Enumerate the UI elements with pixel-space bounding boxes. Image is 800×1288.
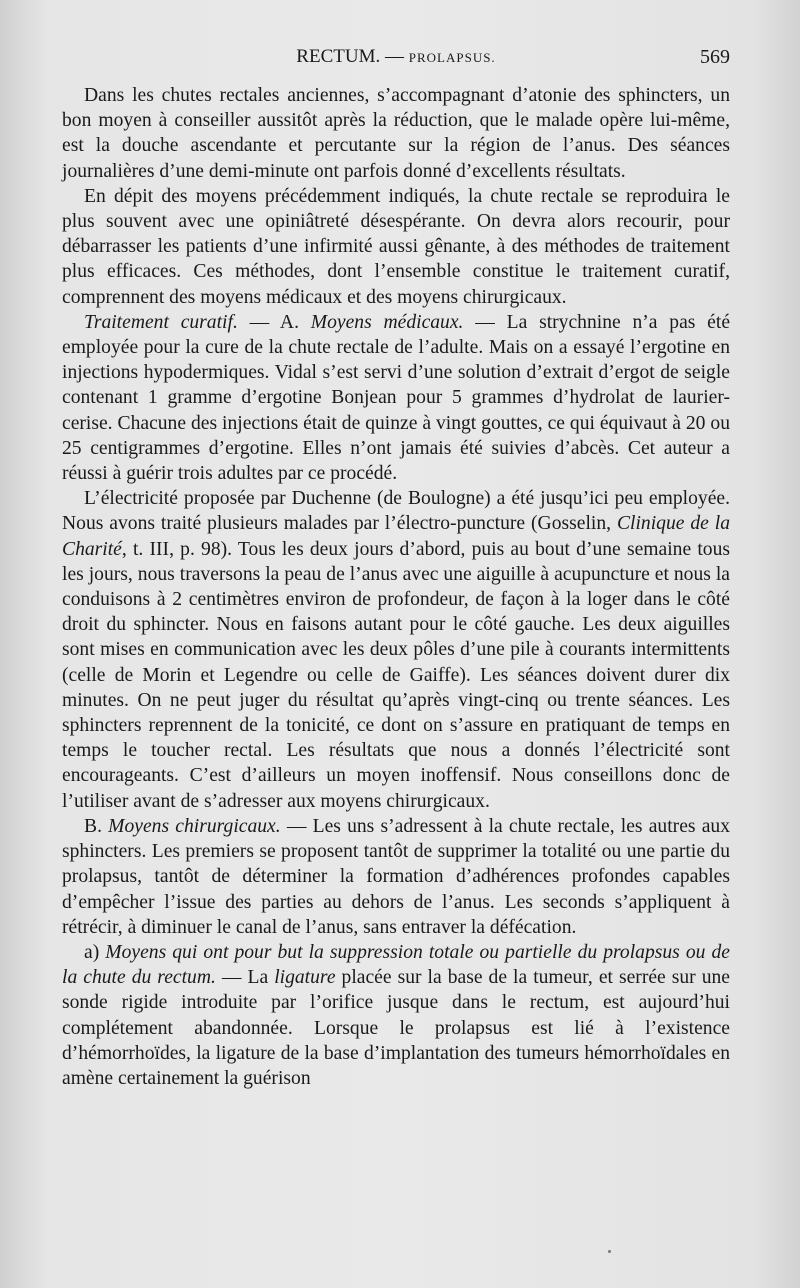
running-title xyxy=(62,46,730,68)
paragraph-2-text: En dépit des moyens précédemment indiqués, la chute rectale se reproduira le plus souvent avec une opiniâtreté désespérante. On devra alors recourir, pour débarrasser les patients d’une infirmité aussi gênante, à des méthodes de traitement plus efficaces. Ces méthodes, dont l’ensemble constitue le traitement curatif, comprennent des moyens médicaux et des moyens chirurgicaux. xyxy=(62,185,730,308)
running-header xyxy=(62,46,730,72)
paragraph-3-text: — La strychnine n’a pas été employée pour la cure de la chute rectale de l’adulte. Mais on a essayé l’ergotine en injections hypodermiques. Vidal s’est servi d’une solution d’extrait d’ergot de seigle contenant 1 gramme d’ergotine Bonjean pour 5 grammes d’hydrolat de laurier-cerise. Chacune des injections était de quinze à vingt gouttes, ce qui équivaut à 20 ou 25 centigrammes d’ergotine. Elles n’ont jamais été suivies d’abcès. Cet auteur a réussi à guérir trois adultes par ce procédé. xyxy=(62,311,731,485)
section-label-a: a) xyxy=(84,941,106,963)
paragraph-5-text: — Les uns s’adressent à la chute rectale, les autres aux sphincters. Les premiers se proposent tantôt de supprimer la totalité ou une partie du prolapsus, tantôt de déterminer la formation d’adhérences profondes capables d’empêcher l’issue des parties au dehors de l’anus. Les seconds s’appliquent à rétrécir, à diminuer le canal de l’anus, sans entraver la défécation. xyxy=(62,815,730,938)
header-subtitle: PROLAPSUS. xyxy=(408,50,496,65)
paragraph-5 xyxy=(62,814,730,940)
paragraph-6 xyxy=(62,940,730,1091)
header-title: RECTUM. xyxy=(296,46,381,67)
section-label-b: B. xyxy=(84,815,109,837)
section-heading-traitement-curatif: Traitement curatif. xyxy=(84,311,238,333)
paragraph-2 xyxy=(62,184,730,310)
subheading-suppression-prolapsus: Moyens qui ont pour but la suppression totale ou partielle du prolapsus ou de la chute du rectum. xyxy=(62,941,730,989)
paragraph-3 xyxy=(62,310,730,486)
header-dash: — xyxy=(384,46,404,67)
page-number: 569 xyxy=(700,46,730,68)
paragraph-1 xyxy=(62,83,730,184)
citation-clinique: Clinique de la Charité xyxy=(62,513,730,560)
paragraph-1-text: Dans les chutes rectales anciennes, s’accompagnant d’atonie des sphincters, un bon moyen à conseiller aussitôt après la réduction, que le malade opère lui-même, est la douche ascendante et percutante sur la région de l’anus. Des séances journalières d’une demi-minute ont parfois donné d’excellents résultats. xyxy=(62,85,730,182)
paragraph-4 xyxy=(62,486,730,814)
paragraph-6-separator: — La xyxy=(215,967,275,989)
body-text xyxy=(62,83,730,1091)
paragraph-6-text: placée sur la base de la tumeur, et serrée sur une sonde rigide introduite par l’orifice jusque dans le rectum, est aujourd’hui complétement abandonnée. Lorsque le prolapsus est lié à l’existence d’hémorrhoïdes, la ligature de la base d’implantation des tumeurs hémorrhoïdales en amène certainement la guérison xyxy=(62,967,730,1089)
subheading-moyens-medicaux: Moyens médicaux. xyxy=(310,311,464,333)
paper-speck xyxy=(608,1250,611,1253)
subheading-moyens-chirurgicaux: Moyens chirurgicaux. xyxy=(108,815,281,837)
section-separator: — A. xyxy=(237,311,311,333)
paragraph-4-text-after: , t. III, p. 98). Tous les deux jours d’abord, puis au bout d’une semaine tous les jours, nous traversons la peau de l’anus avec une aiguille à acupuncture et nous la conduisons à 2 centimètres environ de profondeur, de façon à la loger dans le côté droit du sphincter. Nous en faisons autant pour le côté gauche. Les deux aiguilles sont mises en communication avec les deux pôles d’une pile à courants intermittents (celle de Morin et Legendre ou celle de Gaiffe). Les séances doivent durer dix minutes. On ne peut juger du résultat qu’après vingt-cinq ou trente séances. Les sphincters reprennent de la tonicité, ce dont on s’assure en pratiquant de temps en temps le toucher rectal. Les résultats que nous a donnés l’électricité sont encourageants. C’est d’ailleurs un moyen inoffensif. Nous conseillons donc de l’utiliser avant de s’adresser aux moyens chirurgicaux. xyxy=(62,538,730,812)
paragraph-4-text-before: L’électricité proposée par Duchenne (de Boulogne) a été jusqu’ici peu employée. Nous avons traité plusieurs malades par l’électro-puncture (Gosselin, xyxy=(62,488,730,535)
term-ligature: ligature xyxy=(274,967,336,989)
